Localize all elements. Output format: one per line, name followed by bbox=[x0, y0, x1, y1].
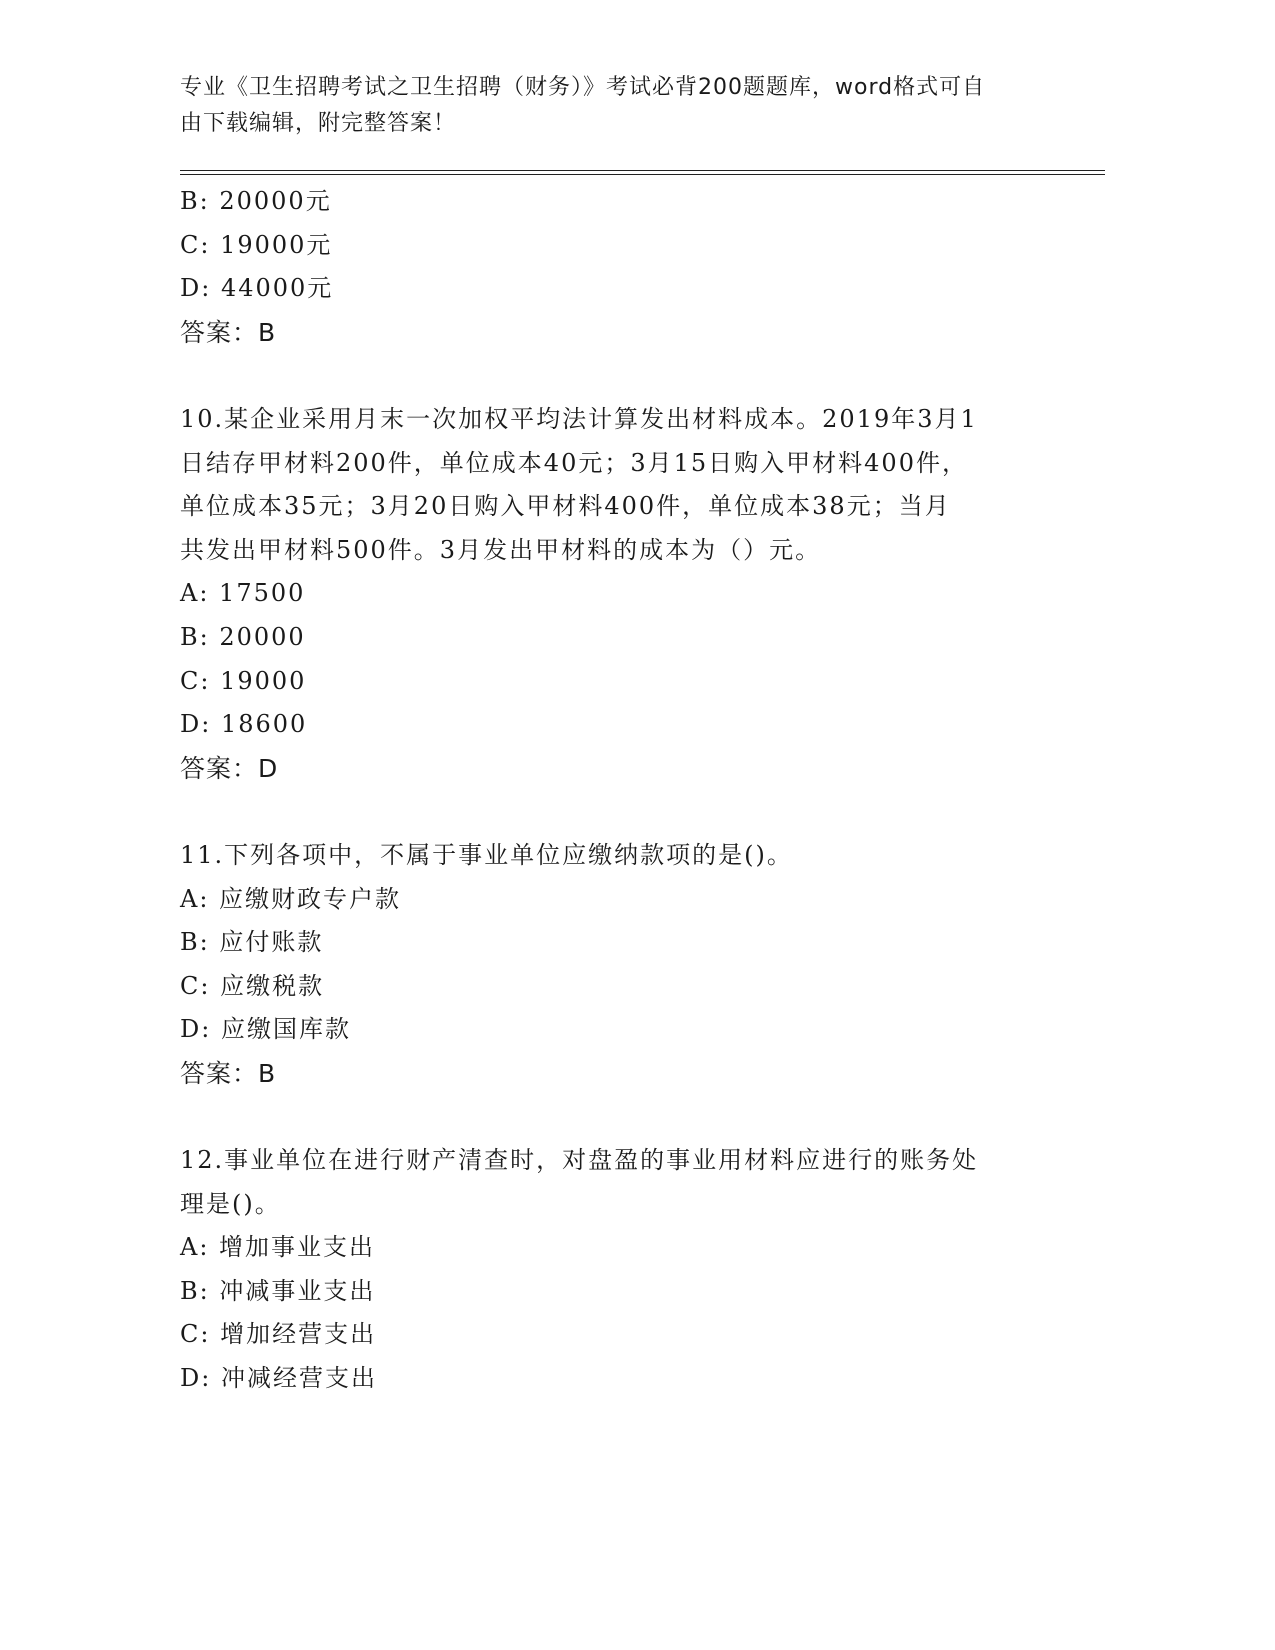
question-12 bbox=[180, 1139, 1050, 1401]
option-b: B: 20000元 bbox=[180, 187, 332, 215]
option-b: B: 冲减事业支出 bbox=[180, 1276, 376, 1305]
option-c: C: 19000 bbox=[180, 666, 307, 695]
header-rule-bottom bbox=[180, 174, 1105, 175]
question-10 bbox=[180, 398, 1050, 790]
option-a: A: 应缴财政专户款 bbox=[180, 884, 402, 913]
option-d: D: 44000元 bbox=[180, 274, 334, 303]
option-a: A: 增加事业支出 bbox=[180, 1233, 376, 1262]
document-body bbox=[180, 180, 1050, 1401]
spacer bbox=[180, 790, 1050, 834]
question-text-line: 11.下列各项中，不属于事业单位应缴纳款项的是()。 bbox=[180, 840, 793, 869]
answer-line: 答案：B bbox=[180, 317, 277, 347]
header-rule-top bbox=[180, 170, 1105, 171]
option-d: D: 应缴国库款 bbox=[180, 1015, 351, 1044]
question-text-line: 12.事业单位在进行财产清查时，对盘盈的事业用材料应进行的账务处 bbox=[180, 1146, 979, 1175]
header-line-1: 专业《卫生招聘考试之卫生招聘（财务）》考试必背200题题库，word格式可自 bbox=[180, 75, 986, 100]
spacer bbox=[180, 354, 1050, 398]
option-c: C: 应缴税款 bbox=[180, 971, 325, 1000]
option-d: D: 冲减经营支出 bbox=[180, 1364, 377, 1393]
option-b: B: 20000 bbox=[180, 622, 306, 651]
header-line-2: 由下载编辑，附完整答案！ bbox=[180, 111, 457, 136]
option-a: A: 17500 bbox=[180, 579, 306, 608]
document-header bbox=[180, 70, 1040, 142]
answer-line: 答案：D bbox=[180, 753, 279, 783]
question-11 bbox=[180, 834, 1050, 1096]
spacer bbox=[180, 1095, 1050, 1139]
answer-line: 答案：B bbox=[180, 1058, 277, 1088]
option-c: C: 增加经营支出 bbox=[180, 1320, 377, 1349]
question-text-line: 共发出甲材料500件。3月发出甲材料的成本为（）元。 bbox=[180, 535, 822, 564]
question-text-line: 单位成本35元；3月20日购入甲材料400件，单位成本38元；当月 bbox=[180, 492, 951, 521]
question-text-line: 10.某企业采用月末一次加权平均法计算发出材料成本。2019年3月1 bbox=[180, 404, 978, 433]
prev-question-block bbox=[180, 180, 1050, 354]
question-text-line: 日结存甲材料200件，单位成本40元；3月15日购入甲材料400件， bbox=[180, 448, 968, 477]
question-text-line: 理是()。 bbox=[180, 1189, 281, 1218]
option-b: B: 应付账款 bbox=[180, 928, 324, 957]
option-c: C: 19000元 bbox=[180, 230, 333, 259]
option-d: D: 18600 bbox=[180, 710, 308, 739]
